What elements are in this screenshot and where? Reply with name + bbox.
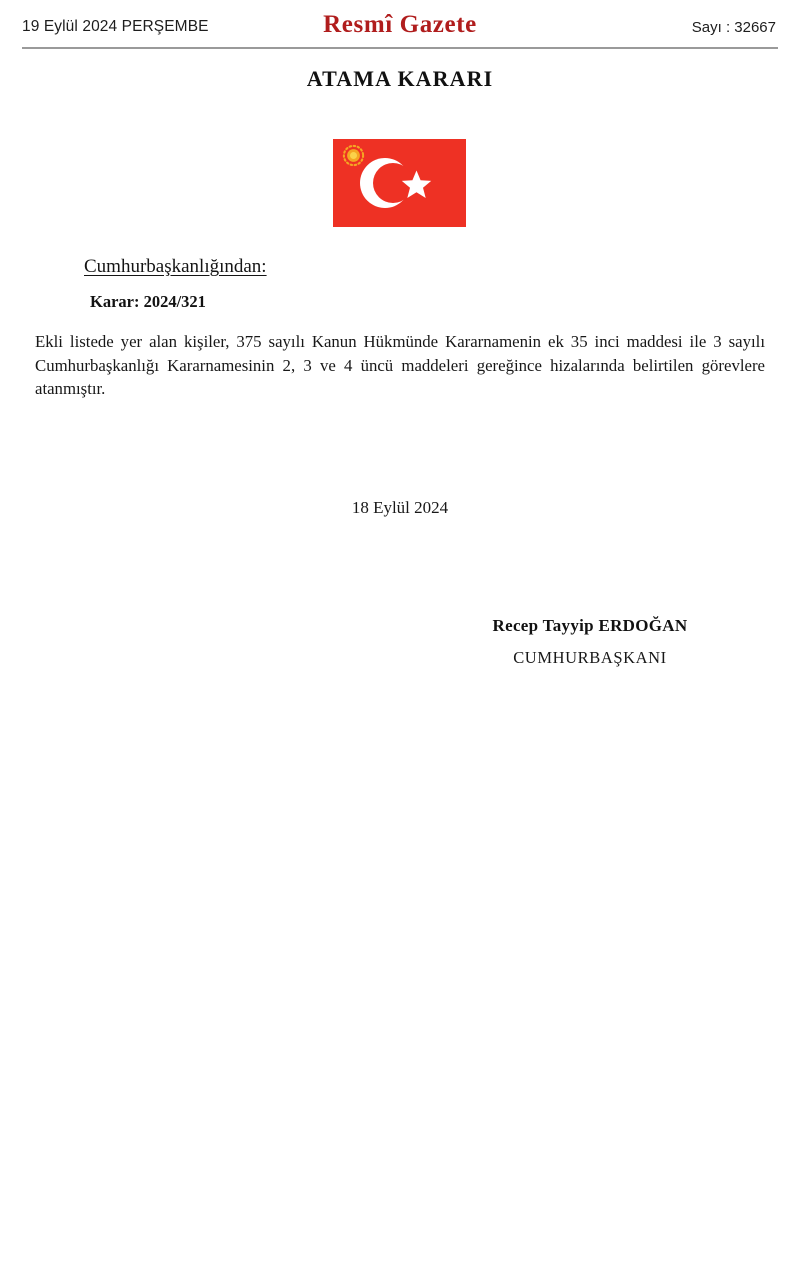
header-divider [22, 47, 778, 49]
masthead-date: 19 Eylül 2024 PERŞEMBE [22, 18, 209, 35]
signatory-name: Recep Tayyip ERDOĞAN [492, 616, 688, 635]
signatory-title: CUMHURBAŞKANI [513, 648, 667, 667]
body-paragraph: Ekli listede yer alan kişiler, 375 sayılı Kanun Hükmünde Kararnamenin ek 35 inci maddesi ile 3 sayılı Cumhurbaşkanlığı Kararnamesinin 2, 3 ve 4 üncü maddeleri gereğince hizalarında belirtilen görevlere atanmıştır. [35, 332, 765, 398]
decision-number: Karar: 2024/321 [90, 292, 206, 311]
decision-date: 18 Eylül 2024 [351, 498, 449, 517]
signature-block [420, 616, 760, 668]
page-title: ATAMA KARARI [306, 66, 494, 91]
masthead-title: Resmî Gazete [323, 11, 477, 38]
masthead [0, 0, 800, 50]
issuer-heading: Cumhurbaşkanlığından: [84, 256, 267, 277]
masthead-issue-number: Sayı : 32667 [691, 19, 776, 36]
turkish-flag-icon [333, 139, 466, 227]
turkish-flag [333, 139, 466, 227]
